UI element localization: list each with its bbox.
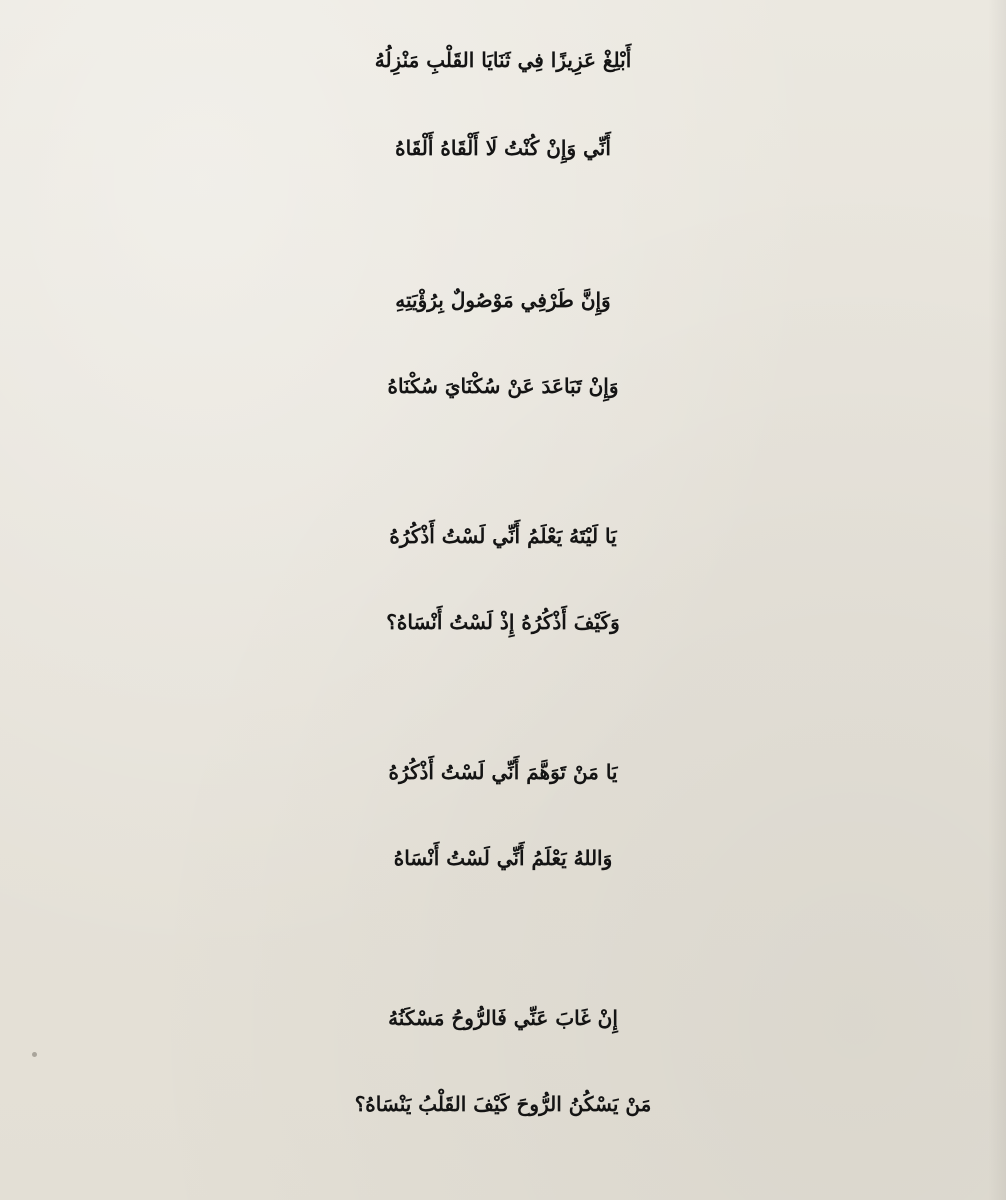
stanza-1-line-2: أَنِّي وَإِنْ كُنْتُ لَا أَلْقَاهُ أَلْقَاهُ: [395, 136, 611, 160]
stanza-5-line-1: إِنْ غَابَ عَنِّي فَالرُّوحُ مَسْكَنُهُ: [388, 1006, 618, 1030]
stanza-4-line-1: يَا مَنْ تَوَهَّمَ أَنِّي لَسْتُ أَذْكُرُهُ: [388, 760, 618, 784]
stanza-2-line-2: وَإِنْ تَبَاعَدَ عَنْ سُكْنَايَ سُكْنَاهُ: [387, 374, 619, 398]
stanza-2-line-1: وَإِنَّ طَرْفِي مَوْصُولٌ بِرُؤْيَتِهِ: [395, 288, 611, 312]
stanza-5-line-2: مَنْ يَسْكُنُ الرُّوحَ كَيْفَ القَلْبُ يَنْسَاهُ؟: [354, 1092, 652, 1116]
stanza-1-line-1: أَبْلِغْ عَزِيزًا فِي ثَنَايَا القَلْبِ مَنْزِلُهُ: [374, 48, 632, 72]
stanza-3-line-2: وَكَيْفَ أَذْكُرُهُ إِذْ لَسْتُ أَنْسَاهُ؟: [386, 610, 620, 634]
stanza-4-line-2: وَاللهُ يَعْلَمُ أَنِّي لَسْتُ أَنْسَاهُ: [393, 846, 613, 870]
stanza-3-line-1: يَا لَيْتَهُ يَعْلَمُ أَنِّي لَسْتُ أَذْكُرُهُ: [389, 524, 617, 548]
